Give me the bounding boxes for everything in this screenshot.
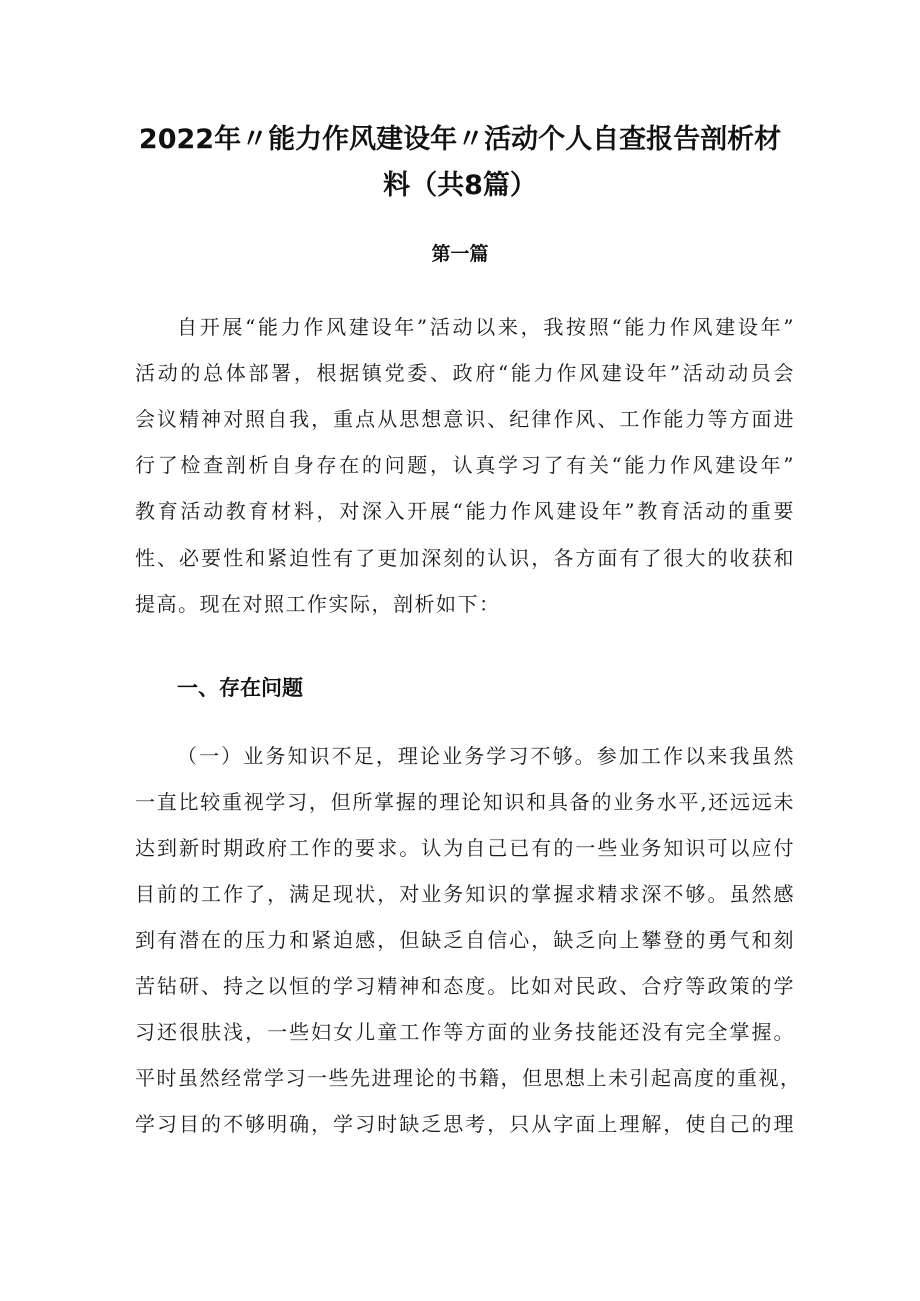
paragraph-2-line: 学习目的不够明确，学习时缺乏思考，只从字面上理解，使自己的理 (135, 1112, 795, 1136)
paragraph-1-line: 教育活动教育材料，对深入开展“能力作风建设年”教育活动的重要 (135, 499, 795, 523)
section-heading: 一、存在问题 (177, 676, 303, 700)
paragraph-2-line: （一）业务知识不足，理论业务学习不够。参加工作以来我虽然 (177, 744, 795, 768)
paragraph-1-line: 提高。现在对照工作实际，剖析如下： (135, 592, 501, 616)
paragraph-1-line: 自开展“能力作风建设年”活动以来，我按照“能力作风建设年” (177, 315, 795, 339)
paragraph-1-line: 性、必要性和紧迫性有了更加深刻的认识，各方面有了很大的收获和 (135, 546, 795, 570)
paragraph-1-line: 行了检查剖析自身存在的问题，认真学习了有关“能力作风建设年” (135, 453, 795, 477)
paragraph-2-line: 平时虽然经常学习一些先进理论的书籍，但思想上未引起高度的重视， (135, 1066, 802, 1090)
document-title-line-2: 料（共8篇） (383, 170, 537, 201)
paragraph-2-line: 苦钻研、持之以恒的学习精神和态度。比如对民政、合疗等政策的学 (135, 974, 795, 998)
paragraph-2-line: 达到新时期政府工作的要求。认为自己已有的一些业务知识可以应付 (135, 836, 795, 860)
paragraph-2-line: 一直比较重视学习，但所掌握的理论知识和具备的业务水平,还远远未 (135, 790, 795, 814)
paragraph-1-line: 活动的总体部署，根据镇党委、政府“能力作风建设年”活动动员会 (135, 361, 795, 385)
paragraph-1-line: 会议精神对照自我，重点从思想意识、纪律作风、工作能力等方面进 (135, 407, 795, 431)
paragraph-2-line: 习还很肤浅，一些妇女儿童工作等方面的业务技能还没有完全掌握。 (135, 1020, 795, 1044)
paragraph-2-line: 目前的工作了，满足现状，对业务知识的掌握求精求深不够。虽然感 (135, 882, 795, 906)
part-subtitle: 第一篇 (431, 243, 489, 265)
document-title-line-1: 2022年〃能力作风建设年〃活动个人自查报告剖析材 (138, 124, 782, 155)
paragraph-2-line: 到有潜在的压力和紧迫感，但缺乏自信心，缺乏向上攀登的勇气和刻 (135, 928, 795, 952)
